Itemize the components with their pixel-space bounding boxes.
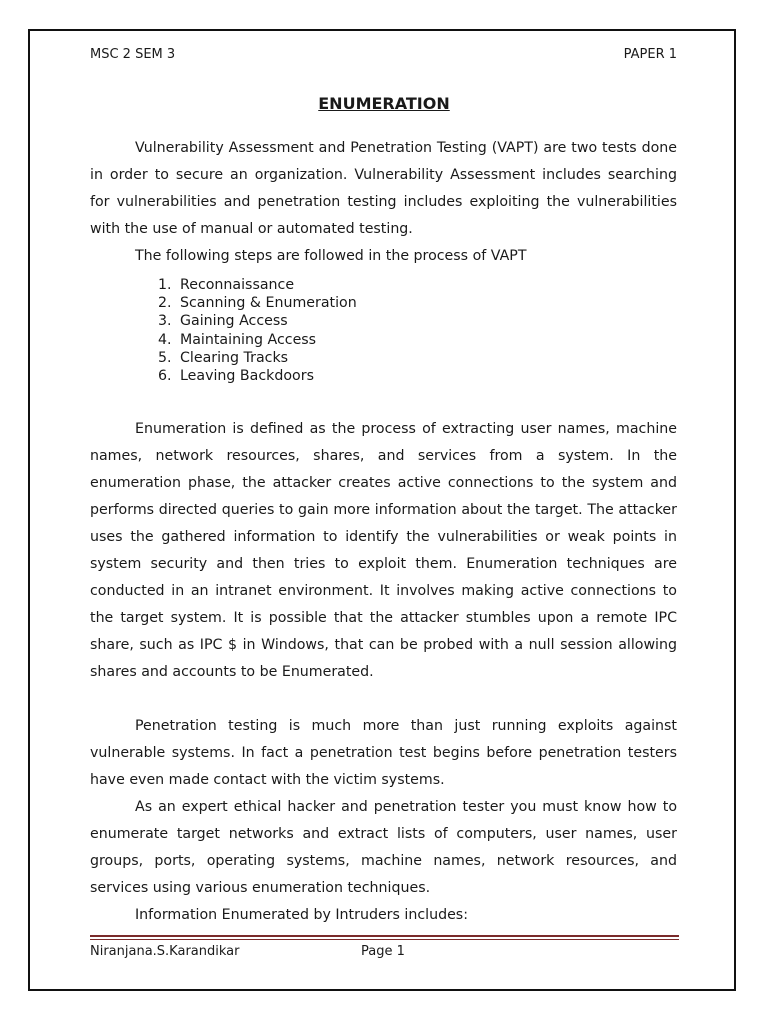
- list-label: Scanning & Enumeration: [180, 295, 357, 312]
- list-item: [158, 312, 357, 330]
- list-number: 5.: [158, 349, 172, 366]
- list-label: Clearing Tracks: [180, 349, 289, 366]
- list-number: 2.: [158, 295, 172, 312]
- page-title: ENUMERATION: [318, 94, 450, 113]
- list-label: Leaving Backdoors: [180, 368, 314, 385]
- footer-rule: [90, 935, 679, 940]
- list-label: Gaining Access: [180, 313, 288, 330]
- list-number: 1.: [158, 277, 172, 293]
- expert-text: As an expert ethical hacker and penetration tester you must know how to enumerate target networks and extract lists of computers, user names, user groups, ports, operating systems, machine names, network resources, and services using various enumeration techniques.: [90, 799, 677, 896]
- list-number: 4.: [158, 331, 172, 348]
- list-label: Reconnaissance: [180, 277, 295, 293]
- vapt-steps-list: [158, 276, 357, 385]
- list-number: 6.: [158, 368, 172, 385]
- pentest-text: Penetration testing is much more than just running exploits against vulnerable systems. In fact a penetration test begins before penetration testers have even made contact with the victim systems.: [90, 718, 677, 788]
- list-label: Maintaining Access: [180, 331, 317, 348]
- footer-page-number: Page 1: [361, 944, 405, 959]
- steps-intro-paragraph: [90, 243, 677, 270]
- header-paper: PAPER 1: [623, 47, 677, 62]
- intro-paragraph: [90, 135, 677, 243]
- list-item: [158, 294, 357, 312]
- footer-author: Niranjana.S.Karandikar: [90, 944, 240, 959]
- list-item: [158, 331, 357, 349]
- info-paragraph: [90, 902, 677, 929]
- list-number: 3.: [158, 313, 172, 330]
- intro-text: Vulnerability Assessment and Penetration Testing (VAPT) are two tests done in order to secure an organization. Vulnerability Assessment includes searching for vulnerabilities and penetration testing includes exploiting the vulnerabilities with the use of manual or automated testing.: [90, 140, 677, 237]
- header-course: MSC 2 SEM 3: [90, 47, 176, 62]
- info-text: Information Enumerated by Intruders includes:: [135, 907, 468, 923]
- pentest-paragraph: [90, 713, 677, 794]
- list-item: [158, 349, 357, 367]
- expert-paragraph: [90, 794, 677, 902]
- list-item: [158, 276, 357, 294]
- enumeration-definition-paragraph: [90, 416, 677, 686]
- list-item: [158, 367, 357, 385]
- steps-intro-text: The following steps are followed in the process of VAPT: [135, 248, 527, 264]
- enumeration-definition-text: Enumeration is defined as the process of extracting user names, machine names, network resources, shares, and services from a system. In the enumeration phase, the attacker creates active connections to the system and performs directed queries to gain more information about the target. The attacker uses the gathered information to identify the vulnerabilities or weak points in system security and then tries to exploit them. Enumeration techniques are conducted in an intranet environment. It involves making active connections to the target system. It is possible that the attacker stumbles upon a remote IPC share, such as IPC $ in Windows, that can be probed with a null session allowing shares and accounts to be Enumerated.: [90, 421, 677, 680]
